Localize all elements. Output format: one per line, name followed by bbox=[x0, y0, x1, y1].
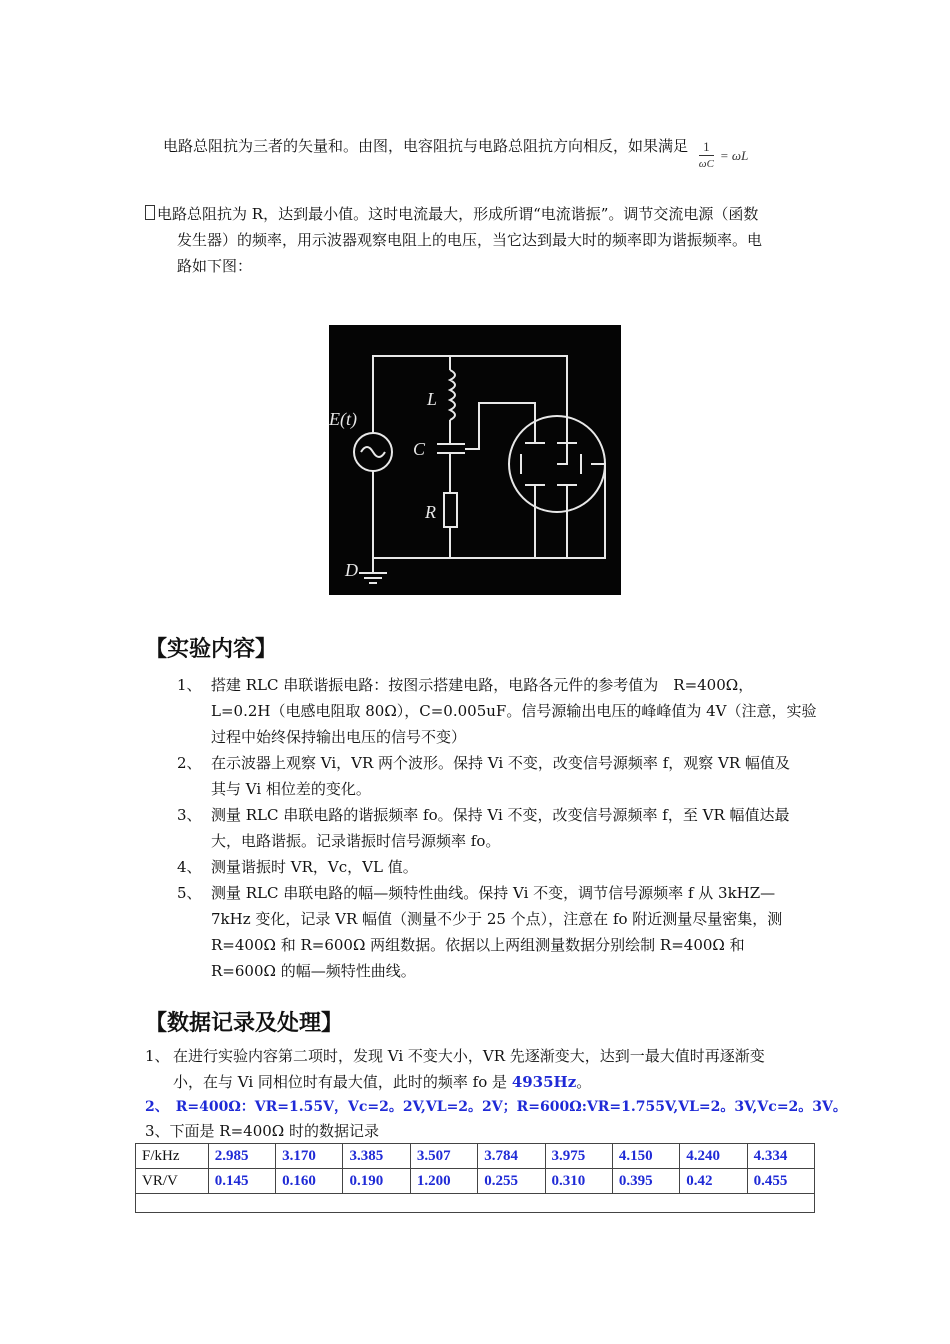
table-cell: 1.200 bbox=[410, 1169, 477, 1194]
experiment-list bbox=[177, 672, 817, 984]
capacitor-plates bbox=[437, 444, 465, 453]
item-line: 在示波器上观察 Vi，VR 两个波形。保持 Vi 不变，改变信号源频率 f，观察 VR 幅值及 bbox=[211, 754, 790, 772]
rlc-circuit-diagram bbox=[329, 325, 621, 595]
row-label: VR/V bbox=[136, 1169, 209, 1194]
table-cell: 0.255 bbox=[478, 1169, 545, 1194]
sine-icon bbox=[361, 447, 385, 457]
label-resistor: R bbox=[425, 502, 436, 522]
table-cell: 3.784 bbox=[478, 1144, 545, 1169]
item-number: 3、 bbox=[177, 806, 202, 824]
intro-line-1 bbox=[163, 133, 748, 172]
table-cell: 0.190 bbox=[343, 1169, 410, 1194]
list-item bbox=[177, 880, 809, 984]
item-line: 过程中始终保持输出电压的信号不变） bbox=[211, 728, 467, 746]
table-cell: 0.455 bbox=[747, 1169, 814, 1194]
list-item bbox=[177, 672, 817, 750]
table-cell: 2.985 bbox=[208, 1144, 275, 1169]
wire-to-scope bbox=[465, 403, 535, 449]
table-cell: 0.145 bbox=[208, 1169, 275, 1194]
inductor-coil bbox=[450, 370, 455, 420]
resonance-frequency-value: 4935Hz bbox=[511, 1073, 577, 1091]
intro-para-2-line-2 bbox=[177, 227, 762, 253]
item-number: 4、 bbox=[177, 858, 202, 876]
item-line: 测量谐振时 VR，Vc，VL 值。 bbox=[211, 858, 418, 876]
table-cell: 0.42 bbox=[680, 1169, 747, 1194]
resistor-box bbox=[444, 493, 457, 527]
scope-plates-side bbox=[521, 454, 581, 474]
data-table bbox=[135, 1143, 815, 1213]
table-row bbox=[136, 1169, 815, 1194]
section-heading-data: 【数据记录及处理】 bbox=[145, 1011, 344, 1036]
ground-symbol bbox=[359, 558, 387, 583]
scope-plates-top bbox=[525, 437, 577, 443]
item-line: 7kHz 变化，记录 VR 幅值（测量不少于 25 个点），注意在 fo 附近测量尽量密集，测 bbox=[211, 910, 783, 928]
item-line: R=600Ω 的幅—频特性曲线。 bbox=[211, 962, 416, 980]
item-text bbox=[211, 880, 809, 984]
data-item-1-line-2 bbox=[173, 1069, 591, 1095]
item-text: 小，在与 Vi 同相位时有最大值，此时的频率 fo 是 bbox=[173, 1073, 508, 1091]
item-text bbox=[211, 750, 809, 802]
data-item-3: 3、下面是 R=400Ω 时的数据记录 bbox=[145, 1122, 380, 1140]
resonance-formula bbox=[693, 139, 749, 172]
para-text: 电路总阻抗为 R，达到最小值。这时电流最大，形成所谓“电流谐振”。调节交流电源（函数 bbox=[157, 205, 759, 223]
formula-denominator: ωC bbox=[698, 158, 714, 170]
empty-cell bbox=[136, 1194, 815, 1213]
table-cell: 3.170 bbox=[276, 1144, 343, 1169]
list-item bbox=[177, 802, 809, 854]
item-line: 测量 RLC 串联电路的幅—频特性曲线。保持 Vi 不变，调节信号源频率 f 从 3kHZ— bbox=[211, 884, 776, 902]
intro-text: 电路总阻抗为三者的矢量和。由图，电容阻抗与电路总阻抗方向相反，如果满足 bbox=[163, 137, 689, 155]
item-line: 大，电路谐振。记录谐振时信号源频率 fo。 bbox=[211, 832, 501, 850]
item-number: 5、 bbox=[177, 884, 202, 902]
table-cell: 4.150 bbox=[612, 1144, 679, 1169]
item-line: 搭建 RLC 串联谐振电路：按图示搭建电路，电路各元件的参考值为 R=400Ω， bbox=[211, 676, 754, 694]
label-capacitor: C bbox=[413, 439, 426, 459]
para-text: 路如下图： bbox=[177, 257, 253, 275]
table-cell: 0.310 bbox=[545, 1169, 612, 1194]
para-text: 发生器）的频率，用示波器观察电阻上的电压，当它达到最大时的频率即为谐振频率。电 bbox=[177, 231, 763, 249]
item-text: 在进行实验内容第二项时，发现 Vi 不变大小，VR 先逐渐变大，达到一最大值时再逐渐变 bbox=[173, 1047, 765, 1065]
label-ground: D bbox=[345, 560, 358, 580]
table-cell: 3.975 bbox=[545, 1144, 612, 1169]
item-number: 2、 bbox=[177, 754, 202, 772]
table-row bbox=[136, 1144, 815, 1169]
label-inductor: L bbox=[427, 389, 438, 409]
formula-rhs: = ωL bbox=[719, 147, 749, 163]
data-item-2: 2、 R=400Ω：VR=1.55V，Vc=2。2V,VL=2。2V；R=600Ω:VR=1.755V,VL=2。3V,Vc=2。3V。 bbox=[145, 1099, 847, 1115]
item-line: 测量 RLC 串联电路的谐振频率 fo。保持 Vi 不变，改变信号源频率 f，至 VR 幅值达最 bbox=[211, 806, 790, 824]
item-text: 。 bbox=[576, 1073, 592, 1091]
intro-para-2-line-1 bbox=[145, 201, 758, 227]
table-cell: 3.507 bbox=[410, 1144, 477, 1169]
scope-plates-bottom bbox=[525, 485, 577, 558]
section-heading-experiment: 【实验内容】 bbox=[145, 637, 278, 662]
row-label: F/kHz bbox=[136, 1144, 209, 1169]
item-line: 其与 Vi 相位差的变化。 bbox=[211, 780, 371, 798]
item-number: 1、 bbox=[177, 676, 202, 694]
table-cell: 3.385 bbox=[343, 1144, 410, 1169]
item-text bbox=[211, 854, 809, 880]
data-item-1-line-1 bbox=[145, 1043, 765, 1069]
circuit-svg bbox=[329, 325, 621, 595]
table-cell: 0.160 bbox=[276, 1169, 343, 1194]
item-line: L=0.2H（电感电阻取 80Ω），C=0.005uF。信号源输出电压的峰峰值为 4V（注意，实验 bbox=[211, 702, 817, 720]
list-item bbox=[177, 750, 809, 802]
item-number: 1、 bbox=[145, 1047, 170, 1065]
label-source: E(t) bbox=[329, 409, 357, 429]
table-row-empty bbox=[136, 1194, 815, 1213]
table-cell: 4.334 bbox=[747, 1144, 814, 1169]
item-line: R=400Ω 和 R=600Ω 两组数据。依据以上两组测量数据分别绘制 R=400Ω 和 bbox=[211, 936, 745, 954]
item-text bbox=[211, 672, 816, 750]
table-cell: 0.395 bbox=[612, 1169, 679, 1194]
bullet-mark bbox=[145, 205, 155, 220]
wire-top bbox=[373, 356, 567, 464]
item-text bbox=[211, 802, 809, 854]
table-cell: 4.240 bbox=[680, 1144, 747, 1169]
formula-fraction bbox=[699, 139, 714, 172]
list-item bbox=[177, 854, 809, 880]
intro-para-2-line-3 bbox=[177, 253, 252, 279]
formula-numerator: 1 bbox=[699, 139, 714, 156]
